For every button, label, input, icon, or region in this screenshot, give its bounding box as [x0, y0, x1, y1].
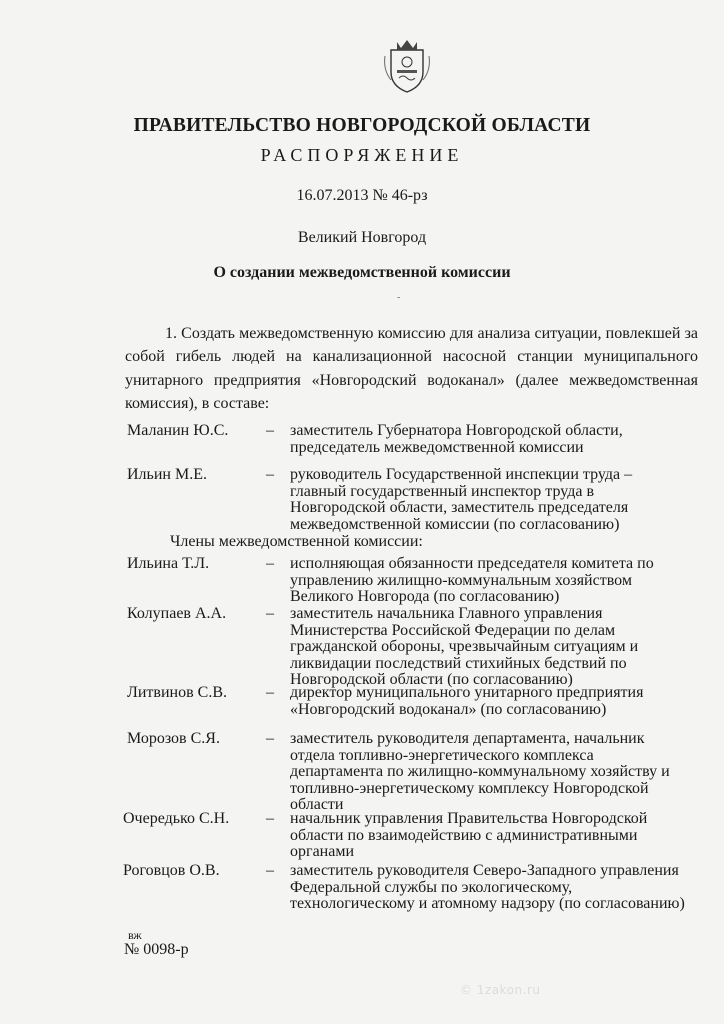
separator-mark: -	[397, 292, 401, 303]
dash-separator: –	[266, 466, 274, 483]
member-role: заместитель начальника Главного управления Министерства Российской Федерации по делам гражданской обороны, чрезвычайным ситуациям и ликвидации последствий стихийных бедствий по Новгородской области (по согласованию)	[290, 605, 639, 688]
member-role: руководитель Государственной инспекции труда – главный государственный инспектор труда в Новгородской области, заместитель председателя межведомственной комиссии (по согласованию)	[290, 466, 633, 533]
member-role: заместитель Губернатора Новгородской области, председатель межведомственной комиссии	[290, 422, 623, 456]
date-number: 16.07.2013 № 46-рз	[296, 187, 428, 204]
members-heading: Члены межведомственной комиссии:	[170, 533, 423, 550]
dash-separator: –	[266, 422, 274, 439]
member-name: Маланин Ю.С.	[127, 422, 229, 439]
novgorod-coat-of-arms-icon	[381, 36, 433, 94]
dash-separator: –	[266, 862, 274, 879]
member-name: Литвинов С.В.	[127, 684, 227, 701]
member-role: заместитель руководителя Северо-Западного управления Федеральной службы по экологическому, технологическому и атомному надзору (по согласованию)	[290, 862, 685, 912]
paragraph-1: 1. Создать межведомственную комиссию для анализа ситуации, повлекшей за собой гибель людей на канализационной насосной станции муниципального унитарного предприятия «Новгородский водоканал» (далее межведомственная комиссия), в составе:	[125, 325, 698, 412]
watermark: © 1zakon.ru	[460, 983, 541, 997]
registry-number: № 0098-р	[124, 941, 189, 958]
member-role: исполняющая обязанности председателя комитета по управлению жилищно-коммунальным хозяйством Великого Новгорода (по согласованию)	[290, 555, 654, 605]
document-type: РАСПОРЯЖЕНИЕ	[260, 145, 464, 165]
member-role: директор муниципального унитарного предприятия «Новгородский водоканал» (по согласованию)	[290, 684, 644, 718]
dash-separator: –	[266, 605, 274, 622]
member-name: Ильина Т.Л.	[127, 555, 210, 572]
dash-separator: –	[266, 684, 274, 701]
executor-initials: вж	[128, 928, 142, 942]
dash-separator: –	[266, 555, 274, 572]
dash-separator: –	[266, 730, 274, 747]
member-name: Очередько С.Н.	[123, 810, 230, 827]
city: Великий Новгород	[297, 229, 427, 246]
member-name: Ильин М.Е.	[127, 466, 207, 483]
document-subject: О создании межведомственной комиссии	[213, 264, 511, 281]
member-role: заместитель руководителя департамента, начальник отдела топливно-энергетического комплекса департамента по жилищно-коммунальному хозяйству и топливно-энергетическому комплексу Новгородской области	[290, 730, 670, 813]
member-role: начальник управления Правительства Новгородской области по взаимодействию с административными органами	[290, 810, 648, 860]
dash-separator: –	[266, 810, 274, 827]
government-title: ПРАВИТЕЛЬСТВО НОВГОРОДСКОЙ ОБЛАСТИ	[133, 115, 591, 136]
member-name: Морозов С.Я.	[127, 730, 220, 747]
member-name: Колупаев А.А.	[127, 605, 227, 622]
member-name: Роговцов О.В.	[123, 862, 220, 879]
